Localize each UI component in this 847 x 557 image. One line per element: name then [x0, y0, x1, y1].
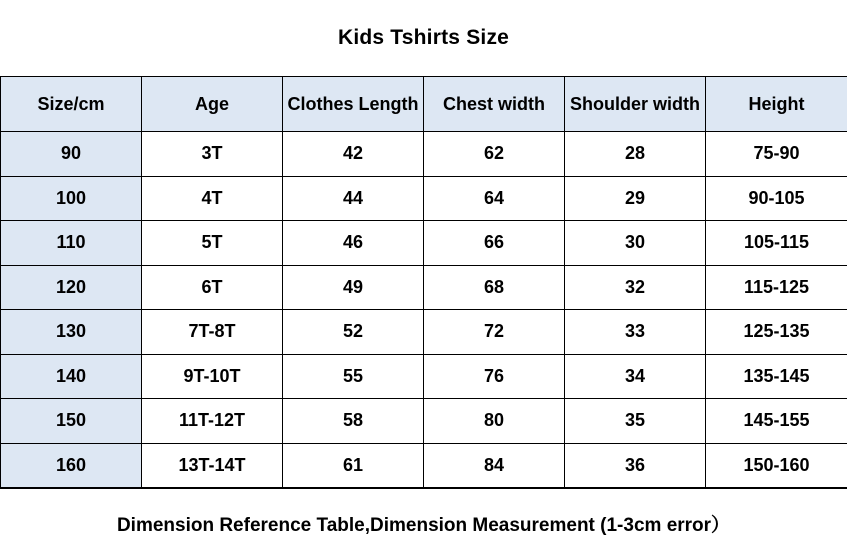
cell-shoulder-width: 30: [565, 221, 706, 266]
document-title-bar: [0, 0, 847, 76]
cell-chest-width: 62: [424, 132, 565, 177]
cell-shoulder-width: 33: [565, 310, 706, 355]
cell-clothes-length: 61: [283, 443, 424, 488]
cell-chest-width: 64: [424, 176, 565, 221]
table-row: [1, 354, 847, 399]
cell-chest-width: 76: [424, 354, 565, 399]
cell-height: 90-105: [706, 176, 847, 221]
cell-clothes-length: 46: [283, 221, 424, 266]
cell-chest-width: 68: [424, 265, 565, 310]
cell-height: 75-90: [706, 132, 847, 177]
cell-height: 115-125: [706, 265, 847, 310]
cell-age: 7T-8T: [142, 310, 283, 355]
cell-age: 6T: [142, 265, 283, 310]
table-header: [1, 77, 847, 132]
table-row: [1, 443, 847, 488]
table-row: [1, 132, 847, 177]
cell-age: 3T: [142, 132, 283, 177]
cell-size: 160: [1, 443, 142, 488]
cell-age: 11T-12T: [142, 399, 283, 444]
table-row: [1, 221, 847, 266]
cell-shoulder-width: 36: [565, 443, 706, 488]
column-header-clothes-length: Clothes Length: [283, 77, 424, 132]
table-body: [1, 132, 847, 488]
page-title: Kids Tshirts Size: [337, 26, 510, 49]
cell-height: 105-115: [706, 221, 847, 266]
cell-age: 9T-10T: [142, 354, 283, 399]
cell-clothes-length: 49: [283, 265, 424, 310]
cell-shoulder-width: 29: [565, 176, 706, 221]
cell-age: 5T: [142, 221, 283, 266]
cell-shoulder-width: 28: [565, 132, 706, 177]
column-header-height: Height: [706, 77, 847, 132]
column-header-age: Age: [142, 77, 283, 132]
cell-height: 150-160: [706, 443, 847, 488]
cell-height: 135-145: [706, 354, 847, 399]
footer-note: Dimension Reference Table,Dimension Measurement (1-3cm error）: [116, 514, 731, 536]
table-row: [1, 399, 847, 444]
cell-size: 150: [1, 399, 142, 444]
cell-size: 120: [1, 265, 142, 310]
size-chart-table: [0, 76, 847, 488]
cell-height: 145-155: [706, 399, 847, 444]
cell-clothes-length: 55: [283, 354, 424, 399]
table-header-row: [1, 77, 847, 132]
cell-clothes-length: 52: [283, 310, 424, 355]
cell-clothes-length: 58: [283, 399, 424, 444]
cell-size: 110: [1, 221, 142, 266]
cell-size: 130: [1, 310, 142, 355]
column-header-shoulder-width: Shoulder width: [565, 77, 706, 132]
cell-chest-width: 80: [424, 399, 565, 444]
column-header-size: Size/cm: [1, 77, 142, 132]
cell-shoulder-width: 34: [565, 354, 706, 399]
cell-size: 100: [1, 176, 142, 221]
table-row: [1, 310, 847, 355]
cell-clothes-length: 42: [283, 132, 424, 177]
footer-note-bar: [0, 488, 847, 557]
cell-size: 90: [1, 132, 142, 177]
cell-height: 125-135: [706, 310, 847, 355]
cell-age: 4T: [142, 176, 283, 221]
cell-size: 140: [1, 354, 142, 399]
cell-chest-width: 66: [424, 221, 565, 266]
cell-age: 13T-14T: [142, 443, 283, 488]
table-row: [1, 265, 847, 310]
cell-shoulder-width: 35: [565, 399, 706, 444]
cell-shoulder-width: 32: [565, 265, 706, 310]
column-header-chest-width: Chest width: [424, 77, 565, 132]
cell-chest-width: 72: [424, 310, 565, 355]
cell-clothes-length: 44: [283, 176, 424, 221]
cell-chest-width: 84: [424, 443, 565, 488]
table-row: [1, 176, 847, 221]
